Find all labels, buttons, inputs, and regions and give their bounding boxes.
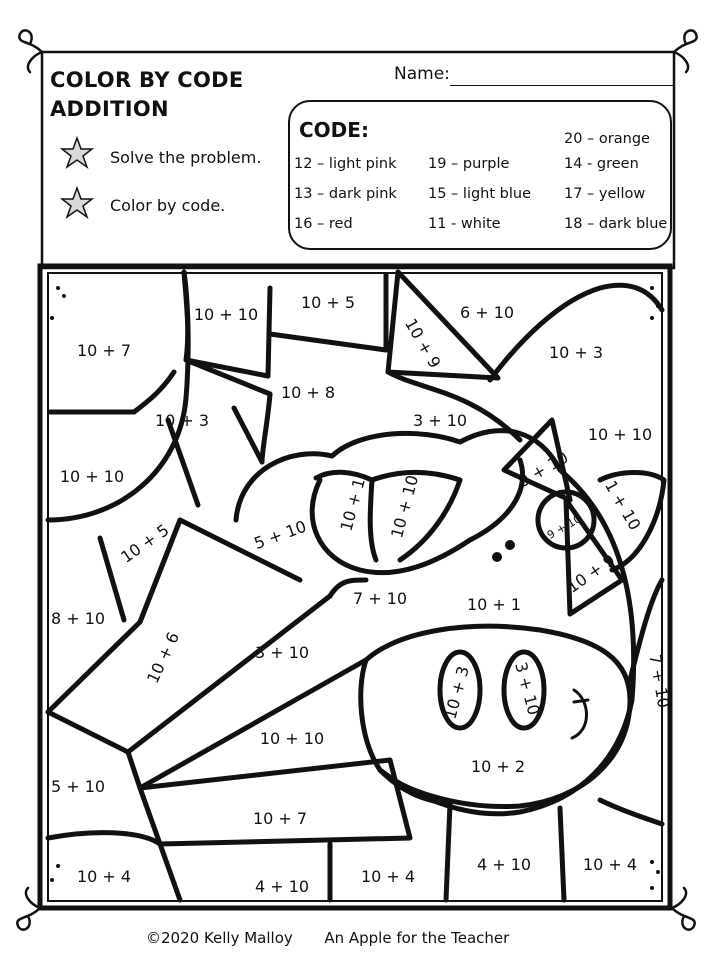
worksheet-title [50, 66, 244, 124]
corner-curl-icon [17, 908, 40, 930]
footer-brand: An Apple for the Teacher [324, 929, 510, 947]
code-item: 15 – light blue [428, 186, 532, 202]
title-line-1: COLOR BY CODE [50, 68, 244, 92]
problem-label: 9 + 10 [515, 447, 572, 491]
problem-label: 10 + 5 [300, 293, 356, 312]
problem-label: 10 + 9 [401, 315, 445, 372]
code-item: 11 - white [428, 216, 501, 232]
code-item: 20 – orange [564, 131, 650, 147]
problem-label: 10 + 10 [259, 729, 325, 748]
star-icon [60, 136, 94, 170]
problem-label: 7 + 10 [352, 589, 408, 608]
problem-label: 7 + 10 [645, 652, 674, 710]
problem-label: 10 + 4 [76, 867, 132, 886]
problem-label: 10 + 2 [470, 757, 526, 776]
problem-label: 10 + 4 [582, 855, 638, 874]
corner-curl-icon [19, 30, 42, 52]
problem-label: 10 + 7 [252, 809, 308, 828]
corner-curl-icon [674, 30, 697, 52]
code-item: 17 – yellow [564, 186, 646, 202]
problem-label: 8 + 10 [50, 609, 106, 628]
problem-label: 10 + 3 [440, 663, 473, 722]
instruction-solve: Solve the problem. [110, 148, 262, 167]
footer-copyright: ©2020 Kelly Malloy [146, 929, 293, 947]
problem-label: 6 + 10 [459, 303, 515, 322]
instruction-color: Color by code. [110, 196, 226, 215]
corner-curl-icon [672, 908, 695, 930]
problem-label: 4 + 10 [254, 877, 310, 896]
code-title: CODE: [299, 118, 369, 142]
code-item: 18 – dark blue [564, 216, 668, 232]
problem-label: 5 + 10 [50, 777, 106, 796]
problem-label: 10 + 10 [59, 467, 125, 486]
eye-icon [492, 552, 502, 562]
code-item: 12 – light pink [294, 156, 397, 172]
problem-label: 10 + 3 [154, 411, 210, 430]
problem-label: 10 + 9 [563, 550, 619, 597]
star-icon [60, 186, 94, 220]
problem-label: 9 + 10 [544, 512, 584, 542]
problem-label: 10 + 1 [466, 595, 522, 614]
problem-label: 1 + 10 [601, 477, 645, 534]
eye-icon [505, 540, 515, 550]
code-item: 13 – dark pink [294, 186, 397, 202]
problem-label: 4 + 10 [476, 855, 532, 874]
problem-label: 5 + 10 [251, 516, 309, 554]
problem-label: 10 + 10 [387, 473, 423, 541]
problem-label: 10 + 1 [336, 475, 369, 534]
title-line-2: ADDITION [50, 97, 169, 121]
problem-label: 3 + 10 [254, 643, 310, 662]
name-label: Name: [394, 64, 450, 84]
problem-label: 10 + 10 [193, 305, 259, 324]
problem-label: 10 + 3 [548, 343, 604, 362]
footer [146, 929, 509, 947]
code-item: 19 – purple [428, 156, 510, 172]
problem-label: 10 + 10 [587, 425, 653, 444]
problem-label: 3 + 10 [412, 411, 468, 430]
problem-label: 10 + 4 [360, 867, 416, 886]
name-input-line[interactable] [450, 85, 674, 86]
code-item: 16 – red [294, 216, 353, 232]
problem-label: 10 + 7 [76, 341, 132, 360]
problem-label: 10 + 6 [142, 629, 184, 687]
problem-label: 10 + 5 [117, 520, 173, 567]
problem-label: 10 + 8 [280, 383, 336, 402]
problem-label: 3 + 10 [511, 659, 544, 718]
code-item: 14 - green [564, 156, 639, 172]
